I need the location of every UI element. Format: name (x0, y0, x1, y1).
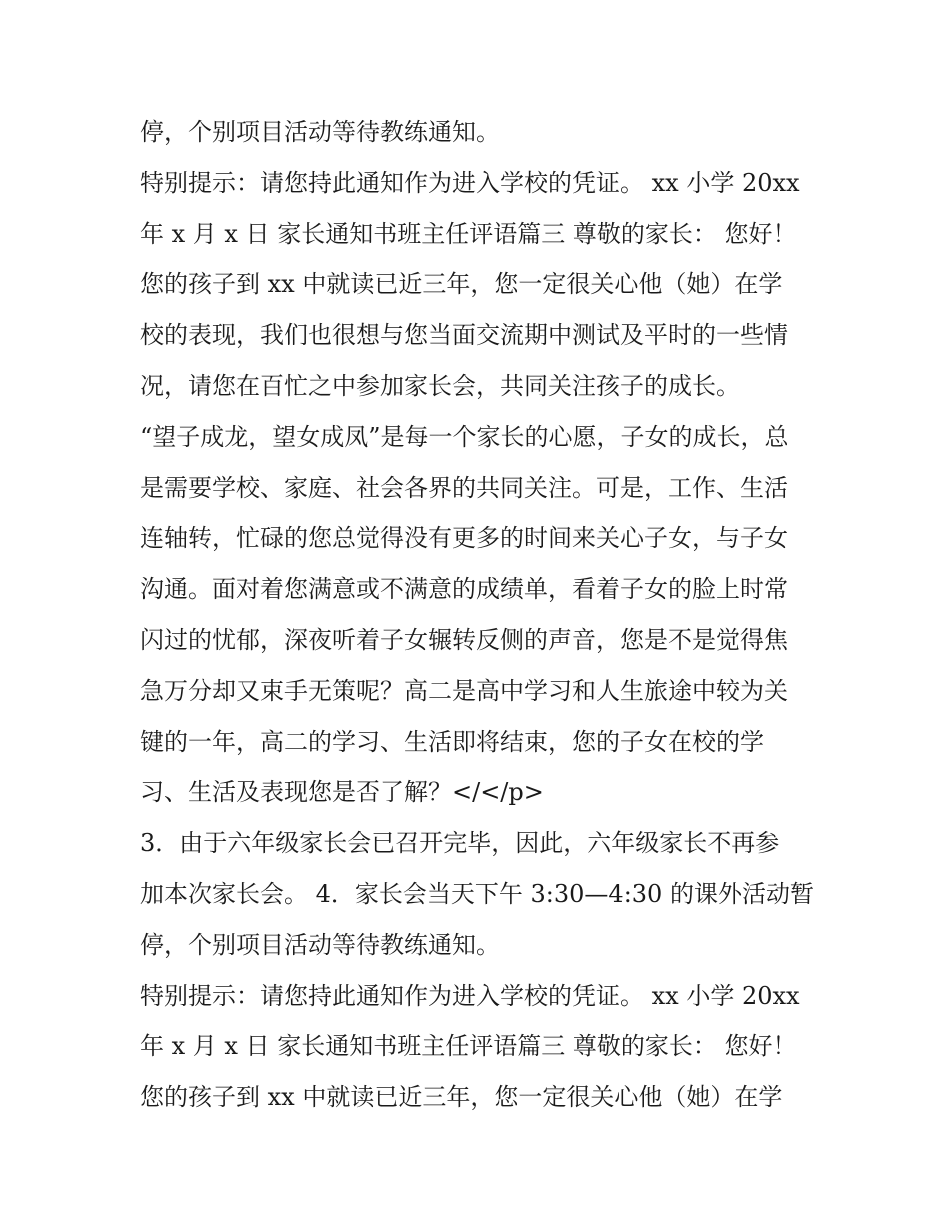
text-line: 沟通。面对着您满意或不满意的成绩单，看着子女的脸上时常 (140, 575, 788, 604)
text-line: 况，请您在百忙之中参加家长会，共同关注孩子的成长。 (140, 371, 740, 400)
text-line: 您的孩子到 xx 中就读已近三年，您一定很关心他（她）在学 (140, 1083, 783, 1112)
text-line: 停，个别项目活动等待教练通知。 (140, 930, 500, 959)
text-line: 特别提示：请您持此通知作为进入学校的凭证。 xx 小学 20xx (140, 981, 800, 1010)
text-line: 键的一年，高二的学习、生活即将结束，您的子女在校的学 (140, 727, 764, 756)
text-line: 停，个别项目活动等待教练通知。 (140, 118, 500, 146)
text-line: 特别提示：请您持此通知作为进入学校的凭证。 xx 小学 20xx (140, 168, 800, 197)
text-line: 年 x 月 x 日 家长通知书班主任评语篇三 尊敬的家长： 您好！ (140, 1032, 797, 1061)
text-line: 连轴转，忙碌的您总觉得没有更多的时间来关心子女，与子女 (140, 524, 788, 553)
text-line: 年 x 月 x 日 家长通知书班主任评语篇三 尊敬的家长： 您好！ (140, 219, 797, 248)
text-line: 校的表现，我们也很想与您当面交流期中测试及平时的一些情 (140, 321, 788, 350)
text-line: 急万分却又束手无策呢？高二是高中学习和人生旅途中较为关 (140, 676, 788, 705)
text-line: 3．由于六年级家长会已召开完毕，因此，六年级家长不再参 (140, 829, 780, 858)
text-line: 闪过的忧郁，深夜听着子女辗转反侧的声音，您是不是觉得焦 (140, 625, 788, 654)
text-line: 您的孩子到 xx 中就读已近三年，您一定很关心他（她）在学 (140, 270, 783, 299)
text-line: 是需要学校、家庭、社会各界的共同关注。可是，工作、生活 (140, 473, 788, 502)
document-body (140, 107, 830, 1123)
text-line: “望子成龙，望女成凤”是每一个家长的心愿，子女的成长，总 (140, 422, 789, 451)
text-line: 加本次家长会。 4．家长会当天下午 3:30—4:30 的课外活动暂 (140, 879, 814, 908)
text-line: 习、生活及表现您是否了解？</</p> (140, 778, 544, 807)
